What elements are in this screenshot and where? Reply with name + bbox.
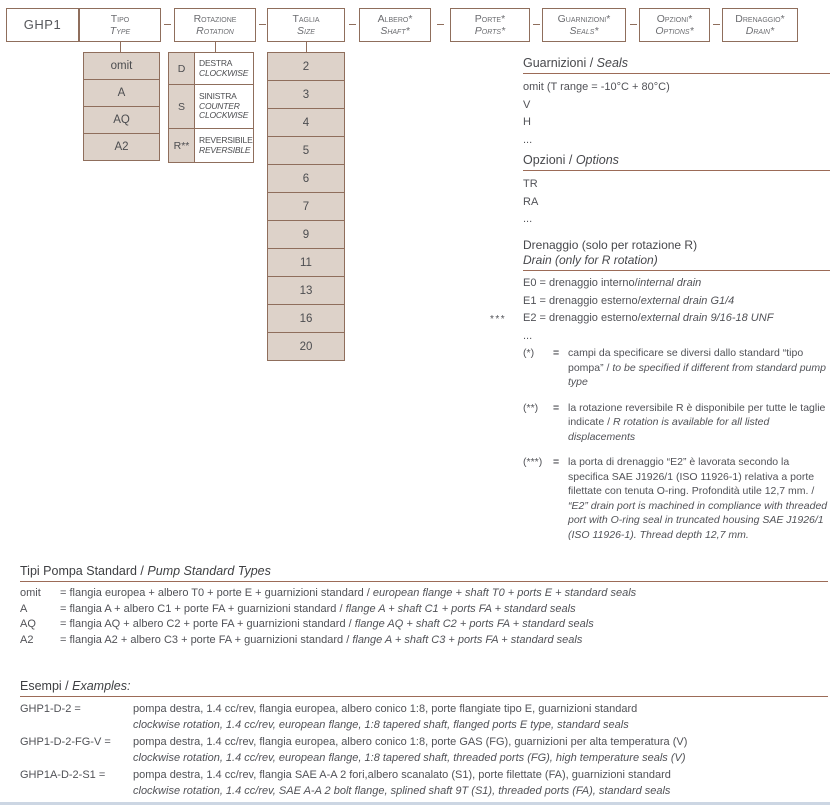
rotation-options-table bbox=[168, 53, 254, 163]
field-options-it: Opzioni* bbox=[656, 13, 693, 25]
rotation-code: S bbox=[169, 85, 195, 128]
example-code: GHP1-D-2-FG-V = bbox=[20, 736, 111, 748]
seals-heading bbox=[523, 56, 830, 74]
rotation-desc-en: COUNTER CLOCKWISE bbox=[199, 100, 249, 121]
options-heading-it: Opzioni / bbox=[523, 153, 573, 167]
example-text-it: pompa destra, 1.4 cc/rev, flangia SAE A-A 2 fori,albero scanalato (S1), porte filettate (FA), guarnizioni standard bbox=[133, 769, 671, 781]
rotation-desc-it: DESTRA bbox=[199, 58, 233, 68]
field-drain-it: Drenaggio* bbox=[735, 13, 785, 25]
field-ports-en: Ports* bbox=[474, 25, 506, 37]
drain-item bbox=[490, 310, 830, 328]
field-ports-it: Porte* bbox=[474, 13, 506, 25]
field-box-seals bbox=[542, 8, 626, 42]
drain-item bbox=[523, 328, 830, 346]
field-box-size bbox=[267, 8, 345, 42]
standard-type-en: flange AQ + shaft C2 + ports FA + standard seals bbox=[354, 618, 594, 630]
footnote-marker: (*) bbox=[523, 347, 535, 359]
drain-item-it: E2 = drenaggio esterno/ bbox=[523, 312, 641, 324]
drain-item-it: E1 = drenaggio esterno/ bbox=[523, 294, 641, 307]
footnote-text-it: la rotazione reversibile R è disponibile per tutte le taglie indicate / bbox=[568, 401, 826, 428]
footnote-equals: = bbox=[553, 401, 560, 414]
options-heading bbox=[523, 153, 830, 171]
standard-type-en: flange A + shaft C1 + ports FA + standard seals bbox=[345, 602, 576, 615]
rotation-desc bbox=[195, 129, 253, 162]
size-option: 5 bbox=[267, 136, 345, 165]
field-seals-it: Guarnizioni* bbox=[557, 13, 611, 25]
field-box-shaft bbox=[359, 8, 431, 42]
footnote-equals: = bbox=[553, 456, 560, 468]
example-text-en: clockwise rotation, 1.4 cc/rev, SAE A-A 2 bolt flange, splined shaft 9T (S1), threaded ports (FA), standard seals bbox=[133, 785, 671, 797]
size-option: 11 bbox=[267, 248, 345, 277]
example-text bbox=[133, 701, 828, 733]
standard-type-row bbox=[20, 617, 828, 633]
standard-types-heading bbox=[20, 564, 828, 582]
field-options-en: Options* bbox=[655, 25, 694, 37]
size-option: 16 bbox=[267, 304, 345, 333]
field-shaft-en: Shaft* bbox=[380, 25, 410, 37]
seals-item: omit (T range = -10°C + 80°C) bbox=[523, 81, 670, 93]
footnote-text-it: campi da specificare se diversi dallo standard “tipo pompa” / bbox=[568, 347, 804, 374]
drain-item-en: internal drain bbox=[637, 277, 702, 289]
drain-heading-it: Drenaggio (solo per rotazione R) bbox=[523, 238, 698, 252]
seals-heading-it: Guarnizioni / bbox=[523, 56, 594, 70]
code-prefix-box bbox=[6, 8, 79, 42]
connector-dash bbox=[713, 24, 720, 25]
standard-type-text bbox=[60, 633, 828, 649]
footnote-text-en: to be specified if different from standard pump type bbox=[568, 361, 826, 388]
examples-section bbox=[20, 679, 828, 800]
standard-type-code: A2 bbox=[20, 633, 34, 646]
example-text-en: clockwise rotation, 1.4 cc/rev, european flange, 1:8 tapered shaft, flanged ports E type, standard seals bbox=[133, 719, 629, 731]
type-option: AQ bbox=[83, 106, 160, 134]
rotation-desc-it: REVERSIBILE bbox=[199, 135, 253, 145]
connector-dash bbox=[630, 24, 637, 25]
size-option: 6 bbox=[267, 164, 345, 193]
footnote-text-en: “E2” drain port is machined in compliance with threaded port with O-ring seal in truncated housing SAE J1926/1 (ISO 11926-1). Thread depth 12,7 mm. bbox=[568, 499, 828, 541]
field-shaft-it: Albero* bbox=[377, 13, 413, 25]
footnote-asterisk bbox=[523, 346, 830, 390]
standard-type-it: = flangia A + albero C1 + porte FA + guarnizioni standard / bbox=[60, 602, 343, 615]
example-code: GHP1-D-2 = bbox=[20, 703, 81, 715]
field-size-en: Size bbox=[297, 25, 315, 37]
standard-types-heading-it: Tipi Pompa Standard / bbox=[20, 564, 144, 578]
example-row bbox=[20, 734, 828, 766]
connector-dash bbox=[164, 24, 171, 25]
type-option: A2 bbox=[83, 133, 160, 161]
drain-item-en: external drain G1/4 bbox=[640, 294, 735, 307]
standard-type-code: A bbox=[20, 602, 28, 615]
rotation-row bbox=[168, 128, 254, 163]
rotation-row bbox=[168, 52, 254, 85]
rotation-row bbox=[168, 84, 254, 129]
field-rotation-it: Rotazione bbox=[193, 13, 237, 25]
standard-type-en: european flange + shaft T0 + ports E + standard seals bbox=[372, 587, 637, 599]
seals-item: H bbox=[523, 116, 531, 128]
size-option: 2 bbox=[267, 52, 345, 81]
drain-item-prefix: *** bbox=[490, 314, 507, 325]
example-row bbox=[20, 767, 828, 799]
drain-item bbox=[523, 275, 830, 293]
example-text-en: clockwise rotation, 1.4 cc/rev, european flange, 1:8 tapered shaft, threaded ports (FG), high temperature seals (V) bbox=[133, 752, 686, 764]
standard-type-text bbox=[60, 617, 828, 633]
field-type-en: Type bbox=[109, 25, 131, 37]
drain-item bbox=[523, 293, 830, 311]
footnote-triple-asterisk bbox=[523, 455, 830, 542]
options-item: TR bbox=[523, 178, 538, 190]
connector-dash bbox=[437, 24, 444, 25]
examples-heading-en: Examples: bbox=[72, 679, 131, 693]
example-text bbox=[133, 767, 828, 799]
field-drain-en: Drain* bbox=[745, 25, 775, 37]
seals-heading-en: Seals bbox=[596, 56, 628, 70]
connector-dash bbox=[533, 24, 540, 25]
size-option: 7 bbox=[267, 192, 345, 221]
standard-type-it: = flangia A2 + albero C3 + porte FA + guarnizioni standard / bbox=[60, 633, 350, 646]
field-box-type bbox=[79, 8, 161, 42]
rotation-desc bbox=[195, 53, 253, 84]
standard-type-row bbox=[20, 602, 828, 618]
footnote-text bbox=[568, 401, 830, 445]
drain-item-it: ... bbox=[523, 329, 533, 342]
standard-type-it: = flangia AQ + albero C2 + porte FA + guarnizioni standard / bbox=[60, 618, 352, 630]
drain-item-it: E0 = drenaggio interno/ bbox=[523, 277, 638, 289]
seals-item: ... bbox=[523, 133, 533, 146]
drain-heading bbox=[523, 238, 830, 271]
footnote-text bbox=[568, 455, 830, 542]
field-type-it: Tipo bbox=[110, 13, 130, 25]
size-option: 3 bbox=[267, 80, 345, 109]
standard-type-en: flange A + shaft C3 + ports FA + standard seals bbox=[352, 633, 583, 646]
page-bottom-rule bbox=[0, 802, 830, 805]
footnote-equals: = bbox=[553, 347, 560, 359]
rotation-desc bbox=[195, 85, 253, 128]
options-heading-en: Options bbox=[575, 153, 619, 167]
rotation-desc-it: SINISTRA bbox=[199, 91, 237, 102]
footnote-marker: (***) bbox=[523, 456, 543, 468]
drain-item-en: external drain 9/16-18 UNF bbox=[640, 312, 774, 324]
field-box-ports bbox=[450, 8, 530, 42]
example-text-it: pompa destra, 1.4 cc/rev, flangia europea, albero conico 1:8, porte GAS (FG), guarnizioni per alta temperatura (V) bbox=[133, 736, 688, 748]
field-seals-en: Seals* bbox=[569, 25, 599, 37]
field-size-it: Taglia bbox=[292, 13, 320, 25]
standard-types-section bbox=[20, 564, 828, 648]
type-options-column bbox=[83, 53, 160, 161]
drain-section bbox=[490, 238, 830, 345]
rotation-code: D bbox=[169, 53, 195, 84]
rotation-desc-en: REVERSIBLE bbox=[199, 144, 251, 155]
standard-type-row bbox=[20, 633, 828, 649]
connector-dash bbox=[259, 24, 266, 25]
standard-type-code: omit bbox=[20, 587, 41, 599]
example-text bbox=[133, 734, 828, 766]
example-row bbox=[20, 701, 828, 733]
standard-type-it: = flangia europea + albero T0 + porte E + guarnizioni standard / bbox=[60, 587, 370, 599]
size-option: 4 bbox=[267, 108, 345, 137]
options-section bbox=[523, 153, 830, 229]
field-box-options bbox=[639, 8, 710, 42]
standard-types-heading-en: Pump Standard Types bbox=[147, 564, 271, 578]
footnote-marker: (**) bbox=[523, 401, 539, 414]
seals-item: V bbox=[523, 98, 531, 111]
rotation-desc-en: CLOCKWISE bbox=[199, 67, 249, 78]
options-item: ... bbox=[523, 213, 533, 225]
footnote-text-it: la porta di drenaggio “E2” è lavorata secondo la specifica SAE J1926/1 (ISO 11926-1) relativa a porte filettate con tenuta O-ring. Profondità utile 12,7 mm. / bbox=[568, 456, 815, 497]
size-option: 9 bbox=[267, 220, 345, 249]
field-box-rotation bbox=[174, 8, 256, 42]
footnote-text bbox=[568, 346, 830, 390]
standard-type-text bbox=[60, 586, 828, 602]
rotation-code: R** bbox=[169, 129, 195, 162]
footnotes bbox=[523, 346, 830, 553]
field-rotation-en: Rotation bbox=[196, 25, 234, 37]
example-text-it: pompa destra, 1.4 cc/rev, flangia europea, albero conico 1:8, porte flangiate tipo E, guarnizioni standard bbox=[133, 703, 638, 715]
seals-section bbox=[523, 56, 830, 149]
size-option: 13 bbox=[267, 276, 345, 305]
size-option: 20 bbox=[267, 332, 345, 361]
standard-type-text bbox=[60, 602, 828, 618]
type-option: omit bbox=[83, 52, 160, 80]
examples-heading-it: Esempi / bbox=[20, 679, 69, 693]
footnote-text-en: R rotation is available for all listed displacements bbox=[568, 416, 770, 443]
standard-type-row bbox=[20, 586, 828, 602]
code-prefix-label: GHP1 bbox=[23, 17, 62, 32]
drain-heading-en: Drain (only for R rotation) bbox=[523, 252, 658, 267]
example-code: GHP1A-D-2-S1 = bbox=[20, 769, 106, 781]
standard-type-code: AQ bbox=[20, 618, 36, 630]
field-box-drain bbox=[722, 8, 798, 42]
examples-heading bbox=[20, 679, 828, 697]
options-item: RA bbox=[523, 195, 539, 208]
footnote-double-asterisk bbox=[523, 401, 830, 445]
connector-dash bbox=[349, 24, 356, 25]
size-options-column bbox=[267, 53, 345, 361]
type-option: A bbox=[83, 79, 160, 107]
